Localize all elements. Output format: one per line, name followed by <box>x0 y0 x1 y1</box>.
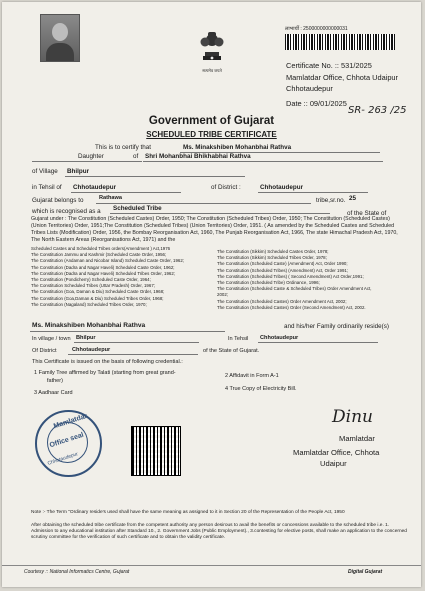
evidence-item-4: 4 True Copy of Electricity Bill. <box>225 386 297 392</box>
signatory-title: Mamlatdar <box>339 434 375 443</box>
district-value: Chhotaudepur <box>260 184 304 191</box>
national-emblem-icon <box>197 26 227 66</box>
residence-state: of the State of Gujarat. <box>203 348 260 354</box>
list-item: The Constitution (Dadra and Nagar Haveli) Scheduled Tribes Order, 1962; <box>31 270 175 276</box>
certificate-page <box>2 2 421 587</box>
issuing-town: Chhotaudepur <box>286 84 333 93</box>
list-item: The Constitution (Pondicherry) Scheduled Caste Order, 1964; <box>31 277 151 283</box>
usage-note: After obtaining the scheduled tribe certificate from the competent authority any person desirous to avail the benefits or concessions available to the scheduled tribe i.e. 1. Admission to any educational institution after Standard 10., 2. Government Jobs (Public Employment)., 3.contesting for elective posts, shall make an application to the concerned scrutiny committee for the verification of such certificate and to obtain the validity certificate. <box>31 523 407 541</box>
constitution-orders-text: Gujarat under : The Constitution (Scheduled Castes) Order, 1950; The Constitution (Scheduled Tribes) Order, 1950; The Constitution (Scheduled Castes) (Union Territories) Order, 1951;The Constitution (Scheduled Tribes) (Union Territories) Order, 1951. ( As amended by the Scheduled Castes and Scheduled Tribes Lists (Modification) Order, 1956, the Bombay Reorganisation Act, 1960, The Punjab Reorganisation Act, 1966, The state Himachal Pradesh Act, 1970, The North Eastern Areas (Reorganisations Act, 1971) and the <box>31 216 398 244</box>
village-value: Bhilpur <box>67 168 90 175</box>
evidence-item-1: 1 Family Tree affirmed by Talati (starting from great grand- <box>34 370 176 376</box>
qr-code <box>131 426 181 476</box>
footer-brand: Digital Gujarat <box>348 569 383 575</box>
residence-district: Chhotaudepur <box>72 347 111 353</box>
list-item: The Constitution (Sikkim) Scheduled Castes Order, 1978; <box>217 249 329 254</box>
list-item: The Constitution (Scheduled Tribes) (Amendment) Act, Order 1991; <box>217 267 349 273</box>
evidence-item-2: 2 Affidavit in Form A-1 <box>225 373 279 379</box>
barcode <box>285 34 395 50</box>
schedule-list-right <box>217 249 371 311</box>
signatory-office: Mamlatdar Office, Chhota <box>293 448 380 457</box>
village-label: of Village <box>32 168 58 175</box>
residence-village: Bhilpur <box>76 335 96 341</box>
issue-date: Date :: 09/01/2025 <box>286 99 347 108</box>
residence-tehsil-label: In Tehsil <box>228 336 249 342</box>
list-item: The Constitution (Goa, Daman & Diu) Scheduled Caste Order, 1968; <box>31 289 165 295</box>
list-item: The Constitution (Goa,Daman & Diu) Scheduled Tribes Order, 1968; <box>31 295 164 301</box>
tehsil-label: in Tehsil of <box>32 184 62 191</box>
applicant-photo <box>40 14 80 62</box>
stamp-line-3: Chhotaudepur <box>46 451 79 467</box>
list-item: 2002; <box>217 292 228 298</box>
footer <box>2 565 421 579</box>
certificate-number: Certificate No. :: 531/2025 <box>286 61 372 70</box>
list-item: The Constitution (Nagaland) Scheduled Tribes Order, 1970; <box>31 301 147 307</box>
stamp-line-2: Office seal <box>48 431 85 450</box>
tribe-label: Gujarat belongs to <box>32 197 84 204</box>
list-item: The Constitution (Scheduled Caste & Scheduled Tribes) Order Amendment Act, <box>217 286 372 292</box>
emblem-caption: सत्यमेव जयते <box>202 68 222 73</box>
list-item: The Constitution (Scheduled Castes) Order Amendment Act, 2002; <box>217 298 347 304</box>
certificate-title: SCHEDULED TRIBE CERTIFICATE <box>146 130 277 139</box>
residence-district-label: Of District <box>32 348 57 354</box>
tribe-value: Rathawa <box>99 195 123 201</box>
tehsil-value: Chhotaudepur <box>73 184 117 191</box>
list-item: The Constitution (Scheduled Tribes) ( Second Amendment) Act Order,1991; <box>217 273 364 279</box>
list-item: The Constitution (Scheduled Caste) (Amendment) Act, Order 1990; <box>217 261 348 267</box>
handwritten-reference: SR- 263 /25 <box>348 105 407 116</box>
residence-village-label: In village / town <box>32 336 71 342</box>
barcode-number: लाभार्थी : 2500000000000031 <box>285 26 348 32</box>
state-of-label: of the State of <box>347 210 387 217</box>
issuing-office: Mamlatdar Office, Chhota Udaipur <box>286 73 399 82</box>
evidence-intro: This Certificate is issued on the basis of following credential.: <box>32 359 183 365</box>
certify-label: This is to certify that <box>95 144 151 151</box>
stamp-line-1: Mamlatdar <box>52 412 89 431</box>
resident-name: Ms. Minakshiben Mohanbhai Rathva <box>32 322 146 329</box>
residence-tehsil: Chhotaudepur <box>260 335 299 341</box>
footer-courtesy: Courtesy :: National Informatics Centre, Gujarat <box>24 569 130 575</box>
list-item: The Constitution (Scheduled Castes) Order (Second Amendment) Act, 2002. <box>217 304 366 310</box>
schedule-list-left <box>31 246 184 308</box>
list-item: The Constitution (Scheduled Tribe) Ordinance, 1996; <box>217 280 320 286</box>
list-item: The Constitution Jammu and Kashmir (Scheduled Caste Order, 1956; <box>31 252 167 258</box>
father-name: Shri Mohanbhai Bhikhabhai Rathva <box>145 153 251 160</box>
tribe-srno-label: tribe,sr.no. <box>316 197 346 204</box>
office-seal-stamp <box>35 410 102 477</box>
certify-name: Ms. Minakshiben Mohanbhai Rathva <box>183 144 292 151</box>
recognised-value: Scheduled Tribe <box>113 205 162 212</box>
residence-note: Note :- The Term "Ordinary reside's used shall have the same meaning as assigned to it in Section 20 of the Representation of the People Act, 1950 <box>31 510 345 515</box>
evidence-item-1-cont: father) <box>47 378 63 384</box>
relation-label: Daughter <box>78 153 104 160</box>
mamlatdar-signature: Dinu <box>332 407 373 427</box>
relation-of: of <box>133 153 139 160</box>
list-item: The Constitution Scheduled Tribes (Uttar Pradesh) Order, 1967; <box>31 283 155 289</box>
list-item: Scheduled Castes and Scheduled Tribes orders(Amendment ) Act,1976 <box>31 246 171 251</box>
tribe-srno: 25 <box>349 195 357 202</box>
list-item: The Constitution (Andaman and Nicobar Island) Scheduled Caste Order, 1962; <box>31 258 185 264</box>
list-item: The Constitution (Sikkim) Scheduled Tribes Order, 1978; <box>217 255 327 261</box>
signatory-place: Udaipur <box>320 459 347 468</box>
family-reside-text: and his/her Family ordinarily reside(s) <box>284 323 389 330</box>
list-item: The Constitution (Dadra and Nagar Haveli) Scheduled Caste Order, 1962; <box>31 264 175 270</box>
evidence-item-3: 3 Aadhaar Card <box>34 390 73 396</box>
recognised-label: which is recognised as a <box>32 208 101 215</box>
district-label: of District : <box>211 184 241 191</box>
government-title: Government of Gujarat <box>148 115 275 127</box>
